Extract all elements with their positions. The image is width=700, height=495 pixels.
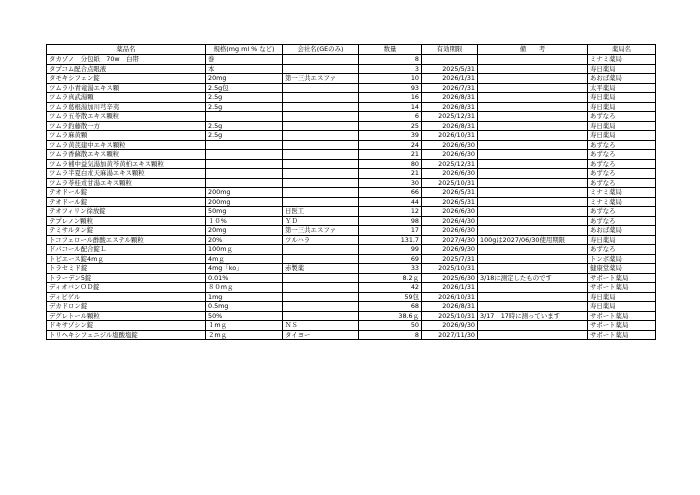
pharmacy-cell: あおば薬局 xyxy=(588,74,656,84)
expiry-cell: 2026/8/31 xyxy=(422,121,478,131)
drug-name-cell: トラーデン5錠 xyxy=(47,273,206,283)
expiry-cell: 2026/5/31 xyxy=(422,197,478,207)
pharmacy-cell: サポート薬局 xyxy=(588,321,656,331)
drug-name-cell: ドパコール配合錠Ｌ xyxy=(47,245,206,255)
drug-name-cell: タモキシフェン錠 xyxy=(47,74,206,84)
header-expiry: 有効期限 xyxy=(422,45,478,55)
company-cell xyxy=(283,273,359,283)
drug-name-cell: タプコム配合点眼液 xyxy=(47,64,206,74)
quantity-cell: 39 xyxy=(359,131,422,141)
pharmacy-cell: サポート薬局 xyxy=(588,283,656,293)
quantity-cell: 14 xyxy=(359,102,422,112)
pharmacy-cell: あずなろ xyxy=(588,159,656,169)
company-cell: 赤製薬 xyxy=(283,264,359,274)
expiry-cell: 2026/6/30 xyxy=(422,207,478,217)
quantity-cell: 16 xyxy=(359,93,422,103)
spec-cell: 4mg「ko」 xyxy=(206,264,283,274)
remarks-cell xyxy=(478,292,588,302)
pharmacy-cell: サポート薬局 xyxy=(588,273,656,283)
quantity-cell: 33 xyxy=(359,264,422,274)
quantity-cell: 8.2ｇ xyxy=(359,273,422,283)
remarks-cell xyxy=(478,188,588,198)
pharmacy-cell: 寿日薬局 xyxy=(588,64,656,74)
company-cell xyxy=(283,169,359,179)
company-cell: 第一三共エスファ xyxy=(283,74,359,84)
spec-cell: ８０mｇ xyxy=(206,283,283,293)
quantity-cell: 3 xyxy=(359,64,422,74)
pharmacy-cell: 寿日薬局 xyxy=(588,131,656,141)
table-row xyxy=(47,273,656,283)
expiry-cell: 2026/6/30 xyxy=(422,150,478,160)
drug-name-cell: ツムラ半夏白朮天麻湯エキス顆粒 xyxy=(47,169,206,179)
quantity-cell: 21 xyxy=(359,169,422,179)
remarks-cell xyxy=(478,159,588,169)
remarks-cell: 100gは2027/06/30使用期限 xyxy=(478,235,588,245)
expiry-cell: 2026/1/31 xyxy=(422,283,478,293)
drug-name-cell: トリヘキシフェニジル塩酸塩錠 xyxy=(47,330,206,340)
quantity-cell: 6 xyxy=(359,112,422,122)
table-row xyxy=(47,245,656,255)
medicine-inventory-table xyxy=(46,44,656,340)
spec-cell: 100mｇ xyxy=(206,245,283,255)
remarks-cell xyxy=(478,302,588,312)
company-cell: 日医工 xyxy=(283,207,359,217)
remarks-cell xyxy=(478,121,588,131)
quantity-cell: 24 xyxy=(359,140,422,150)
expiry-cell: 2025/12/31 xyxy=(422,112,478,122)
pharmacy-cell: 寿日薬局 xyxy=(588,235,656,245)
drug-name-cell: ツムラ釣藤散一方 xyxy=(47,121,206,131)
remarks-cell xyxy=(478,131,588,141)
table-row xyxy=(47,83,656,93)
quantity-cell: 25 xyxy=(359,121,422,131)
pharmacy-cell: ミナミ薬局 xyxy=(588,55,656,65)
expiry-cell: 2025/10/31 xyxy=(422,178,478,188)
drug-name-cell: ツムラ五苓散エキス顆粒 xyxy=(47,112,206,122)
remarks-cell xyxy=(478,283,588,293)
expiry-cell: 2025/10/31 xyxy=(422,311,478,321)
drug-name-cell: ツムラ苓桂朮甘湯エキス顆粒 xyxy=(47,178,206,188)
remarks-cell xyxy=(478,178,588,188)
drug-name-cell: ツムラ麻黄顆 xyxy=(47,131,206,141)
quantity-cell: 38.6ｇ xyxy=(359,311,422,321)
remarks-cell xyxy=(478,321,588,331)
quantity-cell: 8 xyxy=(359,55,422,65)
spec-cell: 2.5g xyxy=(206,131,283,141)
drug-name-cell: テオドール錠 xyxy=(47,197,206,207)
table-row xyxy=(47,131,656,141)
pharmacy-cell: あずなろ xyxy=(588,245,656,255)
table-header-row xyxy=(47,45,656,55)
expiry-cell: 2026/4/30 xyxy=(422,216,478,226)
spec-cell: １mｇ xyxy=(206,321,283,331)
company-cell xyxy=(283,245,359,255)
remarks-cell xyxy=(478,140,588,150)
drug-name-cell: テプレノン顆粒 xyxy=(47,216,206,226)
remarks-cell xyxy=(478,216,588,226)
company-cell xyxy=(283,283,359,293)
company-cell xyxy=(283,131,359,141)
pharmacy-cell: あずなろ xyxy=(588,150,656,160)
spec-cell: 2.5g xyxy=(206,102,283,112)
table-body xyxy=(47,55,656,340)
quantity-cell: 8 xyxy=(359,330,422,340)
remarks-cell xyxy=(478,264,588,274)
table-row xyxy=(47,55,656,65)
spec-cell: 50mg xyxy=(206,207,283,217)
remarks-cell xyxy=(478,55,588,65)
pharmacy-cell: ミナミ薬局 xyxy=(588,188,656,198)
table-row xyxy=(47,264,656,274)
company-cell xyxy=(283,121,359,131)
table-row xyxy=(47,302,656,312)
company-cell xyxy=(283,311,359,321)
table-row xyxy=(47,330,656,340)
table-row xyxy=(47,311,656,321)
spec-cell: １０% xyxy=(206,216,283,226)
spec-cell: 20% xyxy=(206,235,283,245)
company-cell xyxy=(283,197,359,207)
expiry-cell xyxy=(422,55,478,65)
remarks-cell xyxy=(478,64,588,74)
pharmacy-cell: あずなろ xyxy=(588,216,656,226)
remarks-cell xyxy=(478,226,588,236)
company-cell xyxy=(283,254,359,264)
company-cell: タイヨー xyxy=(283,330,359,340)
drug-name-cell: トピエース錠4mｇ xyxy=(47,254,206,264)
company-cell xyxy=(283,140,359,150)
spec-cell: 200mg xyxy=(206,197,283,207)
remarks-cell xyxy=(478,150,588,160)
table-row xyxy=(47,169,656,179)
company-cell: 第一三共エスファ xyxy=(283,226,359,236)
quantity-cell: 10 xyxy=(359,74,422,84)
header-spec: 規格(mg ml % など) xyxy=(206,45,283,55)
remarks-cell xyxy=(478,83,588,93)
drug-name-cell: ドキサゾシン錠 xyxy=(47,321,206,331)
company-cell: ＮＳ xyxy=(283,321,359,331)
table-row xyxy=(47,150,656,160)
pharmacy-cell: サポート薬局 xyxy=(588,311,656,321)
quantity-cell: 68 xyxy=(359,302,422,312)
expiry-cell: 2026/10/31 xyxy=(422,292,478,302)
drug-name-cell: ツムラ葛根湯加川芎辛夷 xyxy=(47,102,206,112)
company-cell xyxy=(283,55,359,65)
quantity-cell: 99 xyxy=(359,245,422,255)
company-cell xyxy=(283,64,359,74)
remarks-cell xyxy=(478,93,588,103)
drug-name-cell: タカゾノ 分包紙 70w 白帯 xyxy=(47,55,206,65)
expiry-cell: 2027/11/30 xyxy=(422,330,478,340)
spec-cell: 本 xyxy=(206,64,283,74)
expiry-cell: 2026/6/30 xyxy=(422,140,478,150)
pharmacy-cell: あずなろ xyxy=(588,140,656,150)
table-row xyxy=(47,178,656,188)
expiry-cell: 2025/5/31 xyxy=(422,64,478,74)
quantity-cell: 59包 xyxy=(359,292,422,302)
pharmacy-cell: 寿日薬局 xyxy=(588,102,656,112)
header-company: 会社名(GEのみ) xyxy=(283,45,359,55)
spec-cell: 0.01% xyxy=(206,273,283,283)
drug-name-cell: テミサルタン錠 xyxy=(47,226,206,236)
spec-cell: 2.5g包 xyxy=(206,83,283,93)
pharmacy-cell: 寿日薬局 xyxy=(588,93,656,103)
company-cell xyxy=(283,112,359,122)
quantity-cell: 69 xyxy=(359,254,422,264)
drug-name-cell: テオフィリン徐放錠 xyxy=(47,207,206,217)
drug-name-cell: ツムラ補中益気湯加黄芩黄柏エキス顆粒 xyxy=(47,159,206,169)
spec-cell: 0.5mg xyxy=(206,302,283,312)
drug-name-cell: トコフェロール酢酸エステル顆粒 xyxy=(47,235,206,245)
quantity-cell: 12 xyxy=(359,207,422,217)
pharmacy-cell: 太平薬局 xyxy=(588,83,656,93)
remarks-cell xyxy=(478,74,588,84)
quantity-cell: 66 xyxy=(359,188,422,198)
quantity-cell: 30 xyxy=(359,178,422,188)
spec-cell xyxy=(206,112,283,122)
company-cell xyxy=(283,102,359,112)
expiry-cell: 2026/8/31 xyxy=(422,93,478,103)
pharmacy-cell: あおば薬局 xyxy=(588,226,656,236)
quantity-cell: 17 xyxy=(359,226,422,236)
quantity-cell: 44 xyxy=(359,197,422,207)
company-cell xyxy=(283,83,359,93)
expiry-cell: 2027/4/30 xyxy=(422,235,478,245)
expiry-cell: 2026/6/30 xyxy=(422,169,478,179)
quantity-cell: 50 xyxy=(359,321,422,331)
spec-cell: 50% xyxy=(206,311,283,321)
company-cell: ツルハラ xyxy=(283,235,359,245)
spec-cell: 20mg xyxy=(206,226,283,236)
remarks-cell xyxy=(478,102,588,112)
drug-name-cell: デグレトール顆粒 xyxy=(47,311,206,321)
spec-cell xyxy=(206,178,283,188)
drug-name-cell: ツムラ香蘇散エキス顆粒 xyxy=(47,150,206,160)
expiry-cell: 2026/10/31 xyxy=(422,131,478,141)
remarks-cell xyxy=(478,112,588,122)
remarks-cell xyxy=(478,330,588,340)
company-cell xyxy=(283,93,359,103)
spec-cell xyxy=(206,159,283,169)
company-cell: ＹＤ xyxy=(283,216,359,226)
company-cell xyxy=(283,159,359,169)
spec-cell: 4mｇ xyxy=(206,254,283,264)
spec-cell: 20mg xyxy=(206,74,283,84)
spec-cell xyxy=(206,169,283,179)
quantity-cell: 21 xyxy=(359,150,422,160)
expiry-cell: 2026/7/31 xyxy=(422,83,478,93)
spec-cell: 200mg xyxy=(206,188,283,198)
expiry-cell: 2025/7/31 xyxy=(422,254,478,264)
table-row xyxy=(47,226,656,236)
drug-name-cell: テオドール錠 xyxy=(47,188,206,198)
pharmacy-cell: 健康堂薬局 xyxy=(588,264,656,274)
pharmacy-cell: あずなろ xyxy=(588,112,656,122)
pharmacy-cell: あずなろ xyxy=(588,169,656,179)
company-cell xyxy=(283,178,359,188)
drug-name-cell: ディオバンＯＤ錠 xyxy=(47,283,206,293)
header-drug-name: 薬品名 xyxy=(47,45,206,55)
company-cell xyxy=(283,302,359,312)
expiry-cell: 2025/10/31 xyxy=(422,264,478,274)
pharmacy-cell: トンボ薬局 xyxy=(588,254,656,264)
pharmacy-cell: あずなろ xyxy=(588,178,656,188)
remarks-cell xyxy=(478,169,588,179)
table-row xyxy=(47,235,656,245)
spec-cell: 1mg xyxy=(206,292,283,302)
table-row xyxy=(47,216,656,226)
drug-name-cell: ディビゲル xyxy=(47,292,206,302)
company-cell xyxy=(283,188,359,198)
spec-cell: 2.5g xyxy=(206,121,283,131)
drug-name-cell: ツムラ黄芪建中エキス顆粒 xyxy=(47,140,206,150)
table-row xyxy=(47,93,656,103)
expiry-cell: 2026/5/31 xyxy=(422,188,478,198)
spec-cell: 2.5g xyxy=(206,93,283,103)
pharmacy-cell: サポート薬局 xyxy=(588,330,656,340)
table-row xyxy=(47,64,656,74)
header-pharmacy: 薬局名 xyxy=(588,45,656,55)
expiry-cell: 2026/9/30 xyxy=(422,245,478,255)
table-row xyxy=(47,283,656,293)
quantity-cell: 131.7 xyxy=(359,235,422,245)
drug-name-cell: トラセミド錠 xyxy=(47,264,206,274)
remarks-cell xyxy=(478,197,588,207)
spec-cell: 巻 xyxy=(206,55,283,65)
table-row xyxy=(47,197,656,207)
header-quantity: 数量 xyxy=(359,45,422,55)
quantity-cell: 98 xyxy=(359,216,422,226)
table-row xyxy=(47,112,656,122)
expiry-cell: 2025/12/31 xyxy=(422,159,478,169)
expiry-cell: 2026/8/31 xyxy=(422,302,478,312)
table-row xyxy=(47,102,656,112)
table-row xyxy=(47,188,656,198)
spec-cell xyxy=(206,140,283,150)
table-row xyxy=(47,159,656,169)
expiry-cell: 2026/8/31 xyxy=(422,102,478,112)
pharmacy-cell: 寿日薬局 xyxy=(588,302,656,312)
remarks-cell: 3/18に測定したものです xyxy=(478,273,588,283)
remarks-cell xyxy=(478,254,588,264)
table-row xyxy=(47,74,656,84)
remarks-cell: 3/17 17時に測っています xyxy=(478,311,588,321)
drug-name-cell: デカドロン錠 xyxy=(47,302,206,312)
quantity-cell: 93 xyxy=(359,83,422,93)
remarks-cell xyxy=(478,245,588,255)
drug-name-cell: ツムラ真武湯顆 xyxy=(47,93,206,103)
quantity-cell: 42 xyxy=(359,283,422,293)
table-row xyxy=(47,207,656,217)
expiry-cell: 2026/6/30 xyxy=(422,226,478,236)
table-row xyxy=(47,254,656,264)
drug-name-cell: ツムラ小青竜湯エキス顆 xyxy=(47,83,206,93)
expiry-cell: 2026/1/31 xyxy=(422,74,478,84)
spec-cell: ２mｇ xyxy=(206,330,283,340)
expiry-cell: 2026/9/30 xyxy=(422,321,478,331)
pharmacy-cell: あずなろ xyxy=(588,207,656,217)
table-row xyxy=(47,121,656,131)
table-row xyxy=(47,321,656,331)
table-row xyxy=(47,292,656,302)
pharmacy-cell: ミナミ薬局 xyxy=(588,197,656,207)
expiry-cell: 2025/6/30 xyxy=(422,273,478,283)
pharmacy-cell: 寿日薬局 xyxy=(588,121,656,131)
pharmacy-cell: 寿日薬局 xyxy=(588,292,656,302)
company-cell xyxy=(283,150,359,160)
header-remarks: 備 考 xyxy=(478,45,588,55)
spec-cell xyxy=(206,150,283,160)
table-row xyxy=(47,140,656,150)
remarks-cell xyxy=(478,207,588,217)
company-cell xyxy=(283,292,359,302)
quantity-cell: 80 xyxy=(359,159,422,169)
